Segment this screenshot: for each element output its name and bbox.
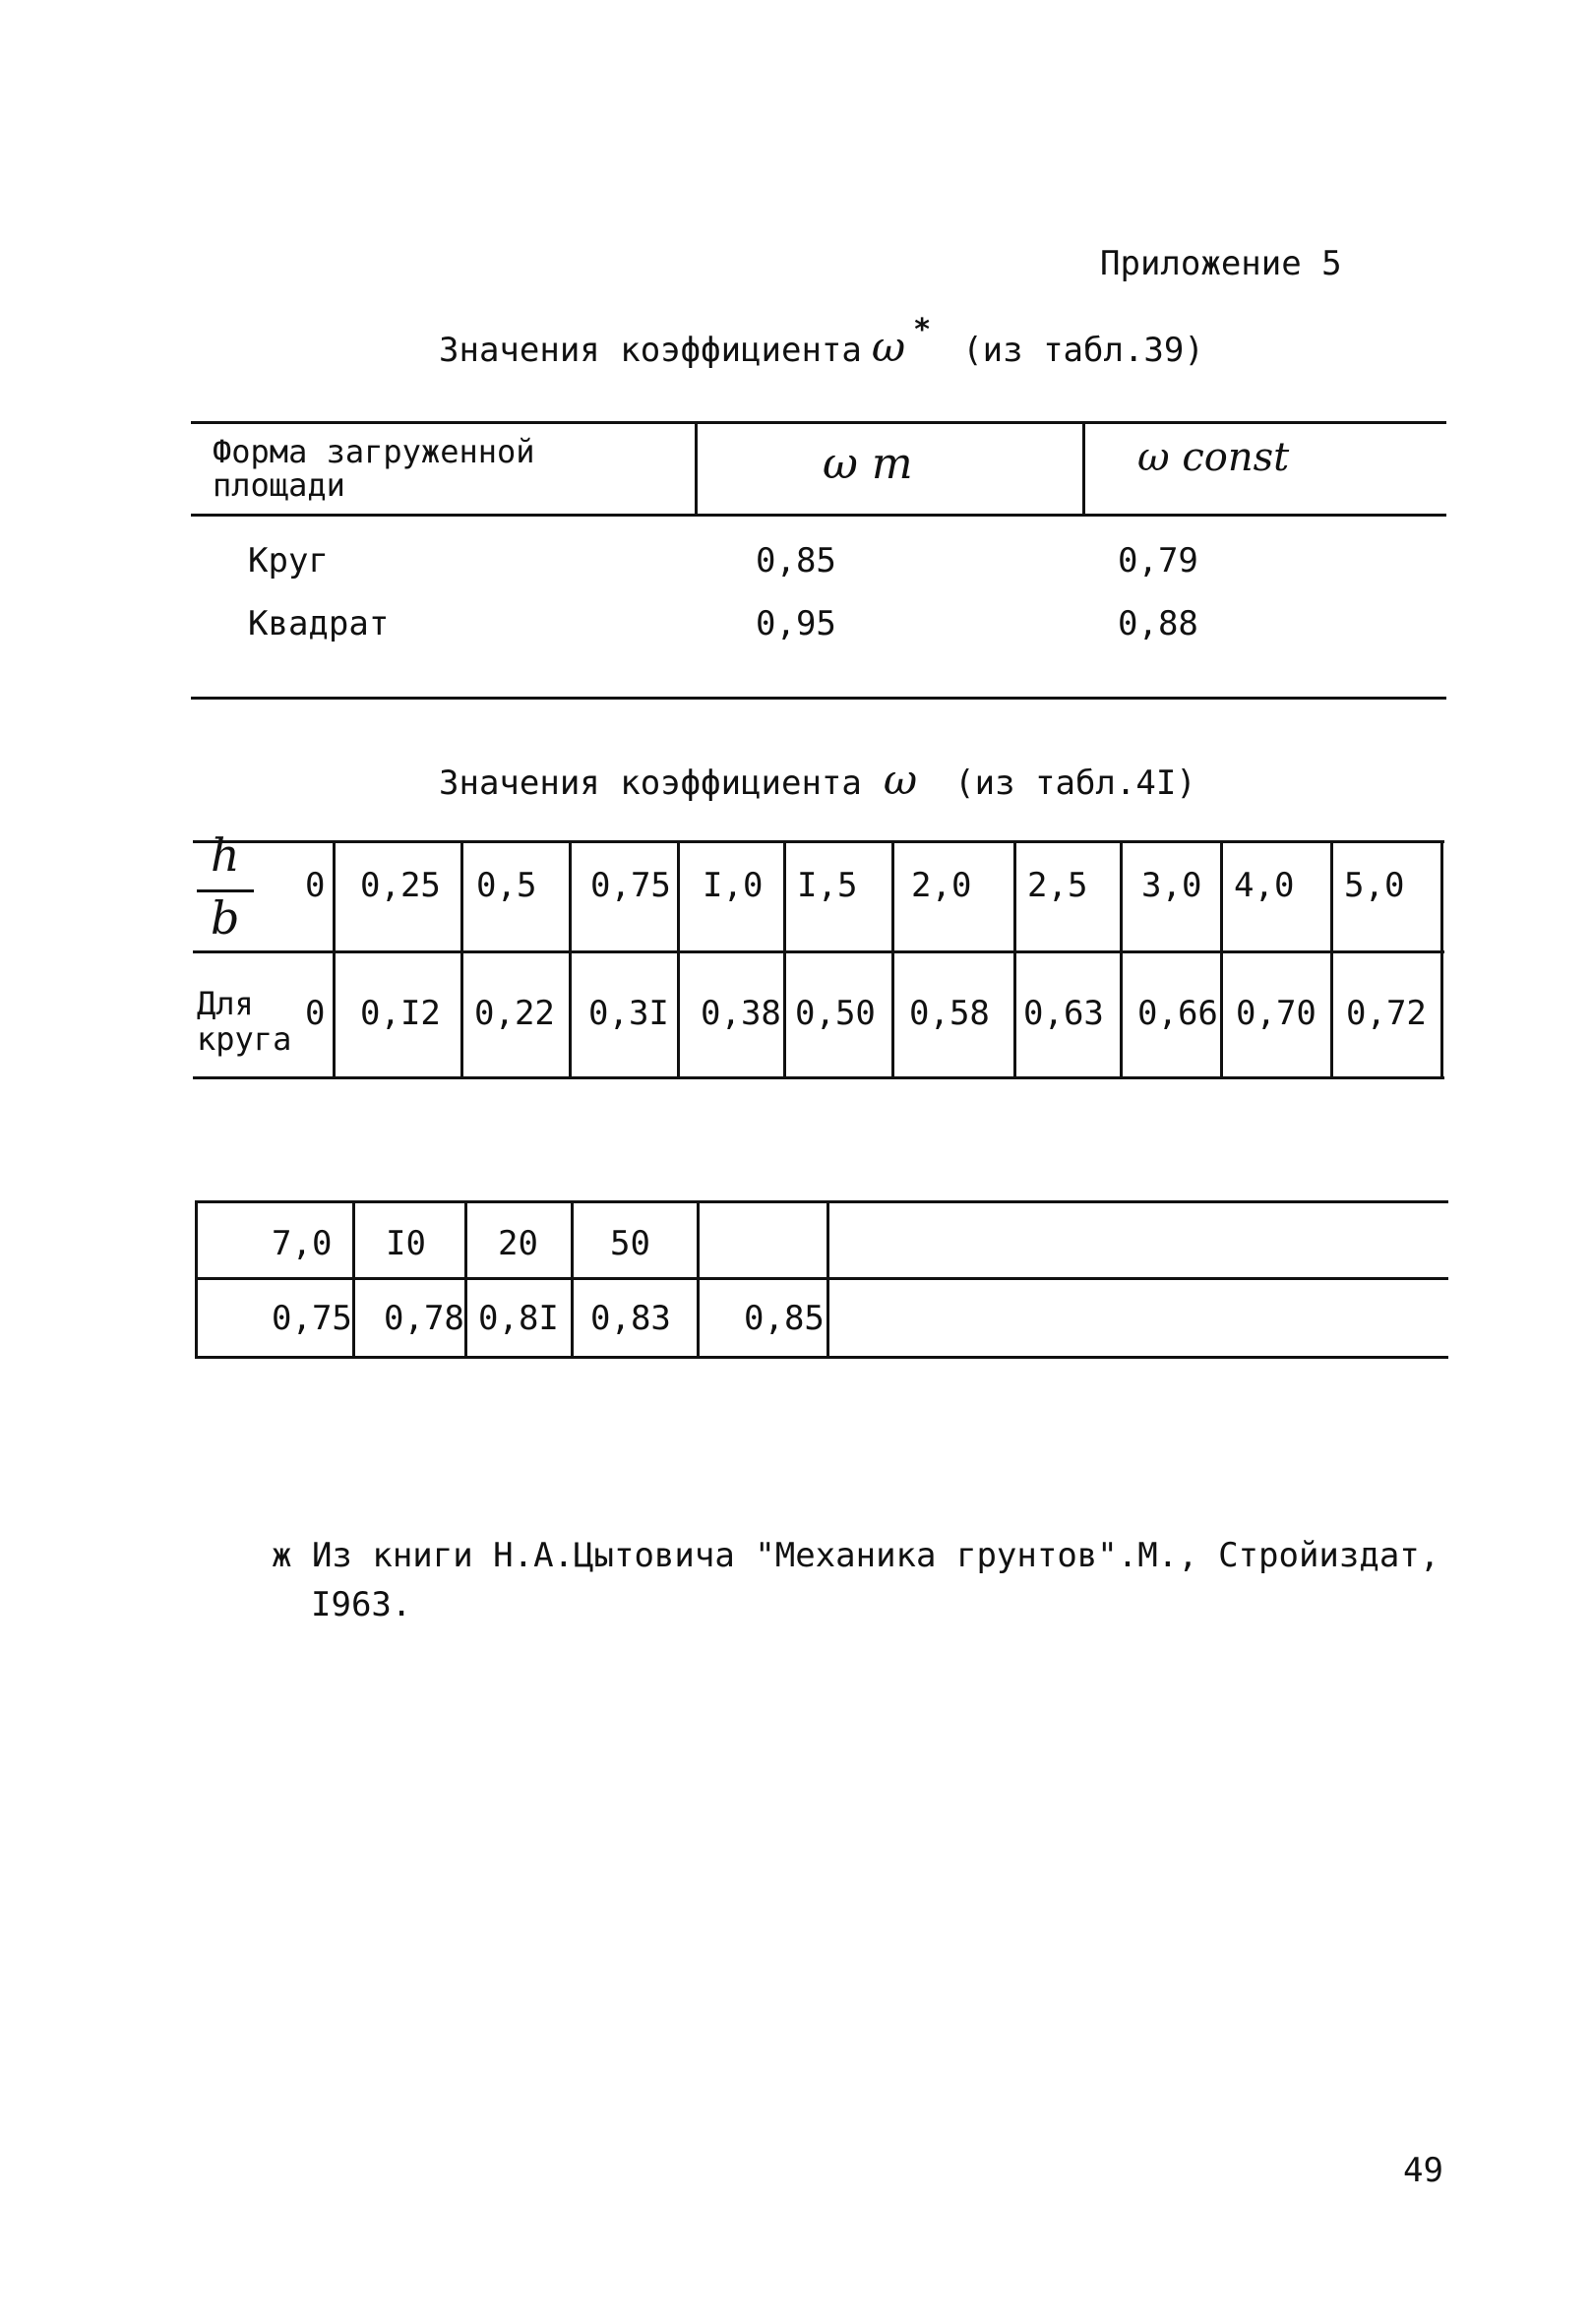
ratio-cell: 0,75 bbox=[590, 866, 671, 905]
ratio-cell: I0 bbox=[386, 1224, 426, 1263]
ratio-cell: 3,0 bbox=[1141, 866, 1202, 905]
table3-col-divider bbox=[571, 1200, 574, 1358]
value-cell: 0,50 bbox=[795, 994, 876, 1033]
table1-title-symbol: ω bbox=[871, 323, 906, 371]
table2-title-symbol: ω bbox=[883, 756, 918, 804]
table2-row2-label: Для круга bbox=[197, 985, 292, 1058]
table1-cell-shape: Круг bbox=[248, 541, 329, 581]
ratio-cell: 0 bbox=[305, 866, 326, 905]
table3-col-divider bbox=[464, 1200, 467, 1358]
table2-top-rule bbox=[193, 840, 1444, 843]
footnote-line2: I963. bbox=[311, 1585, 412, 1624]
table1-title-text: Значения коэффициента bbox=[439, 331, 862, 370]
table1-title bbox=[439, 313, 1204, 371]
table2-col-divider bbox=[677, 840, 680, 1076]
table2-col-divider bbox=[1120, 840, 1123, 1076]
table2-col-divider bbox=[460, 840, 463, 1076]
table2-title-text: Значения коэффициента bbox=[439, 764, 862, 803]
ratio-cell: 7,0 bbox=[272, 1224, 333, 1263]
value-cell: 0,58 bbox=[909, 994, 990, 1033]
table1-cell-wm: 0,85 bbox=[756, 541, 836, 581]
table1-top-rule bbox=[191, 421, 1446, 424]
table1-col1-header: Форма загруженной площади bbox=[213, 433, 535, 504]
footnote-mark: * bbox=[913, 313, 932, 347]
table1-header-rule bbox=[191, 514, 1446, 517]
value-cell: 0,8I bbox=[478, 1299, 559, 1338]
table1-col-divider bbox=[1082, 421, 1085, 516]
table1-col-divider bbox=[695, 421, 698, 516]
table2-bottom-rule bbox=[193, 1076, 1444, 1079]
value-cell: 0,63 bbox=[1023, 994, 1104, 1033]
table1-col2-header: ω m bbox=[823, 439, 913, 489]
table2-right-border bbox=[1440, 840, 1443, 1076]
table3-col-divider bbox=[827, 1200, 829, 1358]
table1-bottom-rule bbox=[191, 697, 1446, 700]
table2-col-divider bbox=[1220, 840, 1223, 1076]
table1-title-source: (из табл.39) bbox=[962, 331, 1204, 370]
table2-mid-rule bbox=[193, 950, 1444, 953]
table2-col-divider bbox=[891, 840, 894, 1076]
table2-col-divider bbox=[783, 840, 786, 1076]
value-cell: 0,72 bbox=[1346, 994, 1427, 1033]
value-cell: 0,85 bbox=[744, 1299, 825, 1338]
table3-left-border bbox=[195, 1200, 198, 1358]
ratio-cell: 20 bbox=[498, 1224, 538, 1263]
table3-top-rule bbox=[195, 1200, 1448, 1203]
table1-cell-wconst: 0,88 bbox=[1118, 604, 1198, 643]
value-cell: 0,22 bbox=[474, 994, 555, 1033]
value-cell: 0,3I bbox=[588, 994, 669, 1033]
ratio-cell: 0,5 bbox=[476, 866, 537, 905]
table1-cell-wconst: 0,79 bbox=[1118, 541, 1198, 581]
ratio-cell: 5,0 bbox=[1344, 866, 1405, 905]
value-cell: 0 bbox=[305, 994, 326, 1033]
table2-title-source: (из табл.4I) bbox=[954, 764, 1196, 803]
table3-bottom-rule bbox=[195, 1356, 1448, 1359]
value-cell: 0,I2 bbox=[360, 994, 441, 1033]
value-cell: 0,70 bbox=[1236, 994, 1316, 1033]
table3-mid-rule bbox=[195, 1277, 1448, 1280]
footnote bbox=[272, 1531, 1439, 1629]
value-cell: 0,66 bbox=[1137, 994, 1218, 1033]
ratio-cell: I,5 bbox=[797, 866, 858, 905]
ratio-numerator: h bbox=[211, 828, 240, 882]
value-cell: 0,78 bbox=[384, 1299, 464, 1338]
table1-cell-wm: 0,95 bbox=[756, 604, 836, 643]
table3-col-divider bbox=[697, 1200, 700, 1358]
ratio-cell: I,0 bbox=[703, 866, 764, 905]
ratio-cell: 2,0 bbox=[911, 866, 972, 905]
appendix-label: Приложение 5 bbox=[1100, 244, 1342, 283]
ratio-cell: 4,0 bbox=[1234, 866, 1295, 905]
table2-title bbox=[439, 756, 1196, 804]
table1-col3-header: ω const bbox=[1137, 435, 1290, 480]
table1-cell-shape: Квадрат bbox=[248, 604, 390, 643]
table2-col-divider bbox=[569, 840, 572, 1076]
table3-col-divider bbox=[352, 1200, 355, 1358]
ratio-denominator: b bbox=[211, 891, 240, 945]
value-cell: 0,75 bbox=[272, 1299, 352, 1338]
table2-col-divider bbox=[1330, 840, 1333, 1076]
ratio-cell: 0,25 bbox=[360, 866, 441, 905]
value-cell: 0,38 bbox=[701, 994, 781, 1033]
footnote-line1: ж Из книги Н.А.Цытовича "Механика грунтов".М., Стройиздат, bbox=[272, 1536, 1440, 1575]
page-number: 49 bbox=[1403, 2151, 1443, 2190]
table2-col-divider bbox=[1013, 840, 1016, 1076]
ratio-cell: 2,5 bbox=[1027, 866, 1088, 905]
table2-col-divider bbox=[333, 840, 336, 1076]
ratio-cell: 50 bbox=[610, 1224, 650, 1263]
value-cell: 0,83 bbox=[590, 1299, 671, 1338]
